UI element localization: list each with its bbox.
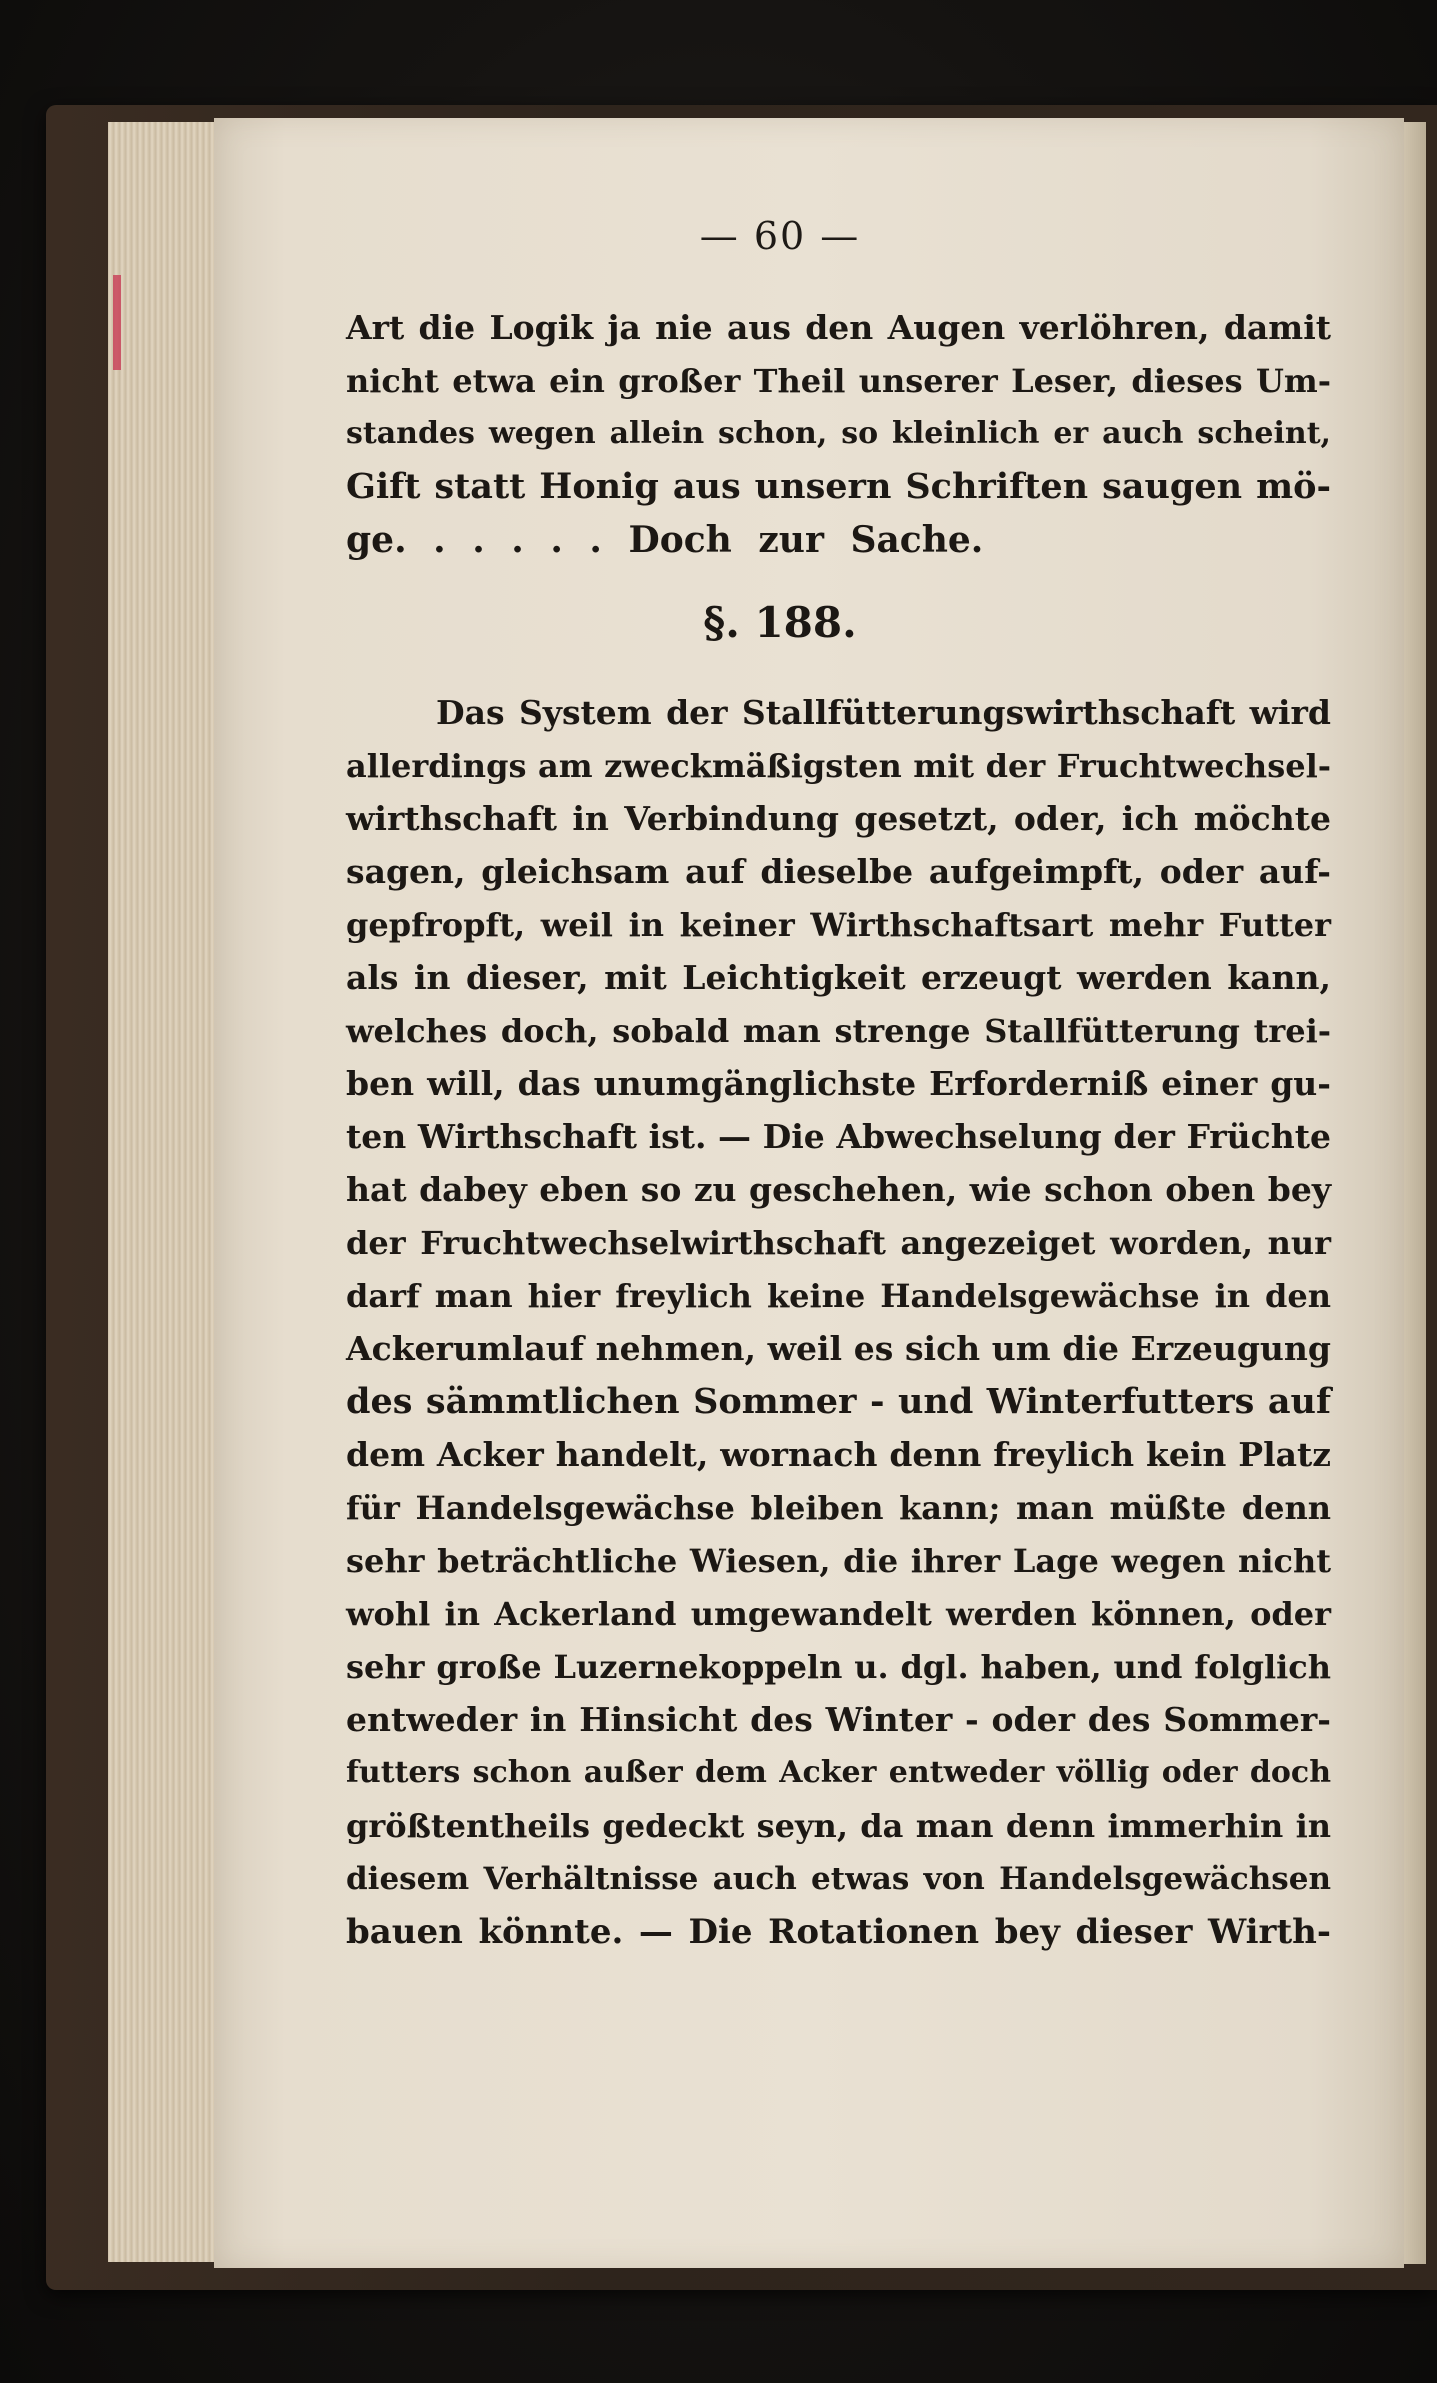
text-line: sagen, gleichsam auf dieselbe aufgeimpft, oder auf-: [346, 852, 1331, 891]
text-line: größtentheils gedeckt seyn, da man denn immerhin in: [346, 1807, 1331, 1845]
text-line: diesem Verhältnisse auch etwas von Handelsgewächsen: [346, 1861, 1331, 1897]
text-line: dem Acker handelt, wornach denn freylich kein Platz: [346, 1435, 1331, 1474]
text-line: welches doch, sobald man strenge Stallfütterung trei-: [346, 1012, 1331, 1050]
text-line: als in dieser, mit Leichtigkeit erzeugt werden kann,: [346, 958, 1331, 997]
text-line: ben will, das unumgänglichste Erforderniß einer gu-: [346, 1064, 1331, 1103]
text-line: Gift statt Honig aus unsern Schriften saugen mö-: [346, 466, 1331, 507]
text-line: ten Wirthschaft ist. — Die Abwechselung der Früchte: [346, 1117, 1331, 1156]
text-line: sehr große Luzernekoppeln u. dgl. haben, und folglich: [346, 1648, 1331, 1686]
text-line: ge. . . . . . Doch zur Sache.: [346, 519, 984, 561]
text-line: der Fruchtwechselwirthschaft angezeiget worden, nur: [346, 1224, 1331, 1262]
text-line: gepfropft, weil in keiner Wirthschaftsart mehr Futter: [346, 906, 1331, 944]
text-line: hat dabey eben so zu geschehen, wie schon oben bey: [346, 1170, 1331, 1209]
text-line: entweder in Hinsicht des Winter - oder des Sommer-: [346, 1700, 1331, 1739]
section-heading: §. 188.: [703, 598, 857, 647]
text-line: Ackerumlauf nehmen, weil es sich um die Erzeugung: [346, 1329, 1331, 1368]
text-line: Das System der Stallfütterungswirthschaft wird: [436, 693, 1331, 732]
page-number: — 60 —: [699, 214, 861, 258]
text-line: futters schon außer dem Acker entweder völlig oder doch: [346, 1755, 1331, 1790]
page-right-edge: [1404, 122, 1426, 2264]
text-line: allerdings am zweckmäßigsten mit der Fruchtwechsel-: [346, 747, 1331, 785]
text-line: sehr beträchtliche Wiesen, die ihrer Lage wegen nicht: [346, 1542, 1331, 1580]
text-line: Art die Logik ja nie aus den Augen verlöhren, damit: [346, 308, 1331, 347]
text-line: nicht etwa ein großer Theil unserer Leser, dieses Um-: [346, 362, 1331, 400]
page-edges: [108, 122, 219, 2262]
text-line: standes wegen allein schon, so kleinlich er auch scheint,: [346, 416, 1331, 451]
text-line: für Handelsgewächse bleiben kann; man müßte denn: [346, 1489, 1331, 1527]
bookmark-ribbon-edge: [113, 275, 121, 370]
text-line: darf man hier freylich keine Handelsgewächse in den: [346, 1277, 1331, 1315]
text-line: bauen könnte. — Die Rotationen bey dieser Wirth-: [346, 1912, 1331, 1952]
text-line: des sämmtlichen Sommer - und Winterfutters auf: [346, 1381, 1331, 1422]
text-line: wohl in Ackerland umgewandelt werden können, oder: [346, 1595, 1331, 1633]
text-line: wirthschaft in Verbindung gesetzt, oder, ich möchte: [346, 799, 1331, 838]
